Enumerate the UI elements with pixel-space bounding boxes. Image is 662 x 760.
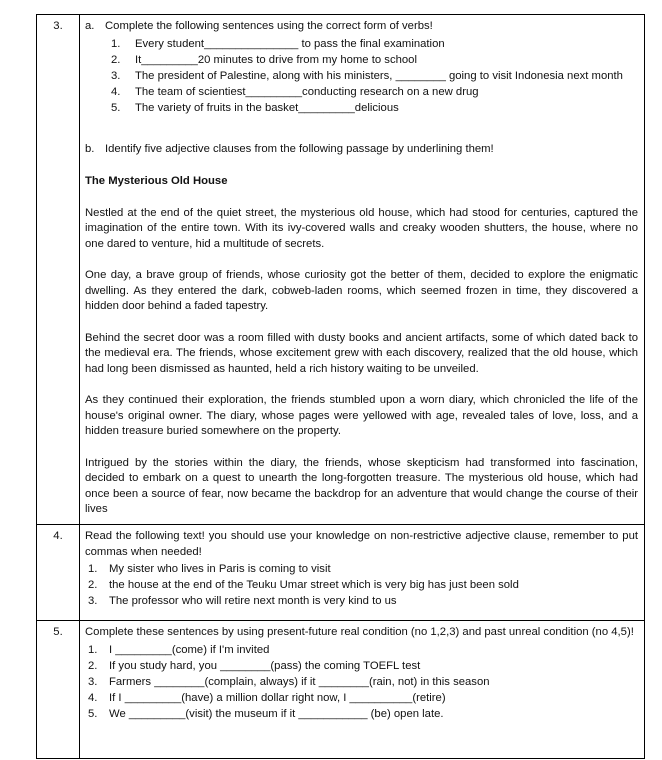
list-item-number: 3. xyxy=(88,675,98,688)
list-item-text: Farmers ________(complain, always) if it ________(rain, not) in this season xyxy=(109,675,490,688)
part-b-line xyxy=(85,142,638,158)
list-item xyxy=(111,68,638,84)
passage-title: The Mysterious Old House xyxy=(85,175,228,188)
list-item-number: 1. xyxy=(111,37,121,50)
passage-paragraph-3: Behind the secret door was a room filled with dusty books and ancient artifacts, some of which dated back to the medieval era. The friends, whose excitement grew with each discovery, realized that the old house, which had long been dismissed as haunted, held a rich history waiting to be unveiled. xyxy=(85,331,638,375)
question-5-instruction: Complete these sentences by using present-future real condition (no 1,2,3) and past unreal condition (no 4,5)! xyxy=(85,626,634,638)
list-item xyxy=(88,690,638,706)
list-item-number: 4. xyxy=(88,692,98,705)
list-item-number: 5. xyxy=(111,102,121,115)
question-3-content xyxy=(80,15,645,525)
part-a-label: a. xyxy=(85,20,95,32)
list-item-text: If I _________(have) a million dollar right now, I __________(retire) xyxy=(109,692,446,705)
list-item xyxy=(88,561,638,577)
list-item-number: 2. xyxy=(88,659,98,672)
list-item xyxy=(88,706,638,722)
list-item-number: 4. xyxy=(111,86,121,99)
list-item-text: The professor who will retire next month is very kind to us xyxy=(109,595,397,608)
list-item xyxy=(88,577,638,593)
list-item-text: We _________(visit) the museum if it ___________ (be) open late. xyxy=(109,708,444,721)
list-item xyxy=(111,36,638,52)
part-b-instruction: Identify five adjective clauses from the following passage by underlining them! xyxy=(105,142,494,155)
list-item-number: 5. xyxy=(88,708,98,721)
passage-paragraph-2: One day, a brave group of friends, whose curiosity got the better of them, decided to explore the enigmatic dwelling. As they entered the dark, cobweb-laden rooms, which seemed frozen in time, they discovered a hidden door behind a faded tapestry. xyxy=(85,269,638,313)
passage-paragraph-4: As they continued their exploration, the friends stumbled upon a worn diary, which chronicled the life of the house's original owner. The diary, whose pages were yellowed with age, revealed tales of love, loss, and a hidden treasure buried somewhere on the property. xyxy=(85,394,638,438)
list-item-text: It_________20 minutes to drive from my home to school xyxy=(135,53,417,66)
list-item-text: If you study hard, you ________(pass) the coming TOEFL test xyxy=(109,659,421,672)
question-4-number: 4. xyxy=(37,525,80,621)
passage-paragraph-5: Intrigued by the stories within the diary, the friends, whose skepticism had transformed into fascination, decided to embark on a quest to unearth the long-forgotten treasure. The mysterious old house, which had once been a source of fear, now became the backdrop for an adventure that would change the course of their lives xyxy=(85,456,638,516)
passage-paragraph-1: Nestled at the end of the quiet street, the mysterious old house, which had stood for centuries, captured the imagination of the entire town. With its ivy-covered walls and creaky wooden shutters, the house, where no one dared to venture, hid a multitude of secrets. xyxy=(85,206,638,250)
list-item-number: 1. xyxy=(88,563,98,575)
question-4-instruction: Read the following text! you should use your knowledge on non-restrictive adjective clause, remember to put commas when needed! xyxy=(85,530,638,558)
list-item-number: 3. xyxy=(88,595,98,608)
list-item-text: The variety of fruits in the basket_________delicious xyxy=(135,102,399,115)
list-item xyxy=(88,658,638,674)
question-4-row xyxy=(37,525,645,621)
part-a-line xyxy=(85,19,638,35)
question-5-row xyxy=(37,621,645,759)
part-a-instruction: Complete the following sentences using the correct form of verbs! xyxy=(105,20,433,32)
part-a-items xyxy=(111,36,638,117)
questions-table xyxy=(36,14,645,759)
question-3-number: 3. xyxy=(37,15,80,525)
list-item xyxy=(88,642,638,658)
list-item-number: 1. xyxy=(88,643,98,656)
list-item-text: I _________(come) if I'm invited xyxy=(109,643,270,656)
list-item-text: the house at the end of the Teuku Umar street which is very big has just been sold xyxy=(109,579,519,592)
list-item xyxy=(111,100,638,116)
list-item-text: My sister who lives in Paris is coming to visit xyxy=(109,563,331,575)
question-4-items xyxy=(88,561,638,610)
list-item-number: 2. xyxy=(111,53,121,66)
question-5-content xyxy=(80,621,645,759)
question-4-content xyxy=(80,525,645,621)
list-item-number: 2. xyxy=(88,579,98,592)
list-item-text: The team of scientiest_________conducting research on a new drug xyxy=(135,86,479,99)
list-item-text: Every student_______________ to pass the final examination xyxy=(135,37,445,50)
question-3-row xyxy=(37,15,645,525)
list-item-number: 3. xyxy=(111,69,121,82)
list-item xyxy=(111,84,638,100)
question-5-number: 5. xyxy=(37,621,80,759)
list-item-text: The president of Palestine, along with his ministers, ________ going to visit Indonesia next month xyxy=(135,69,623,82)
list-item xyxy=(111,52,638,68)
part-b-label: b. xyxy=(85,142,95,155)
list-item xyxy=(88,674,638,690)
question-5-items xyxy=(88,642,638,723)
list-item xyxy=(88,593,638,609)
